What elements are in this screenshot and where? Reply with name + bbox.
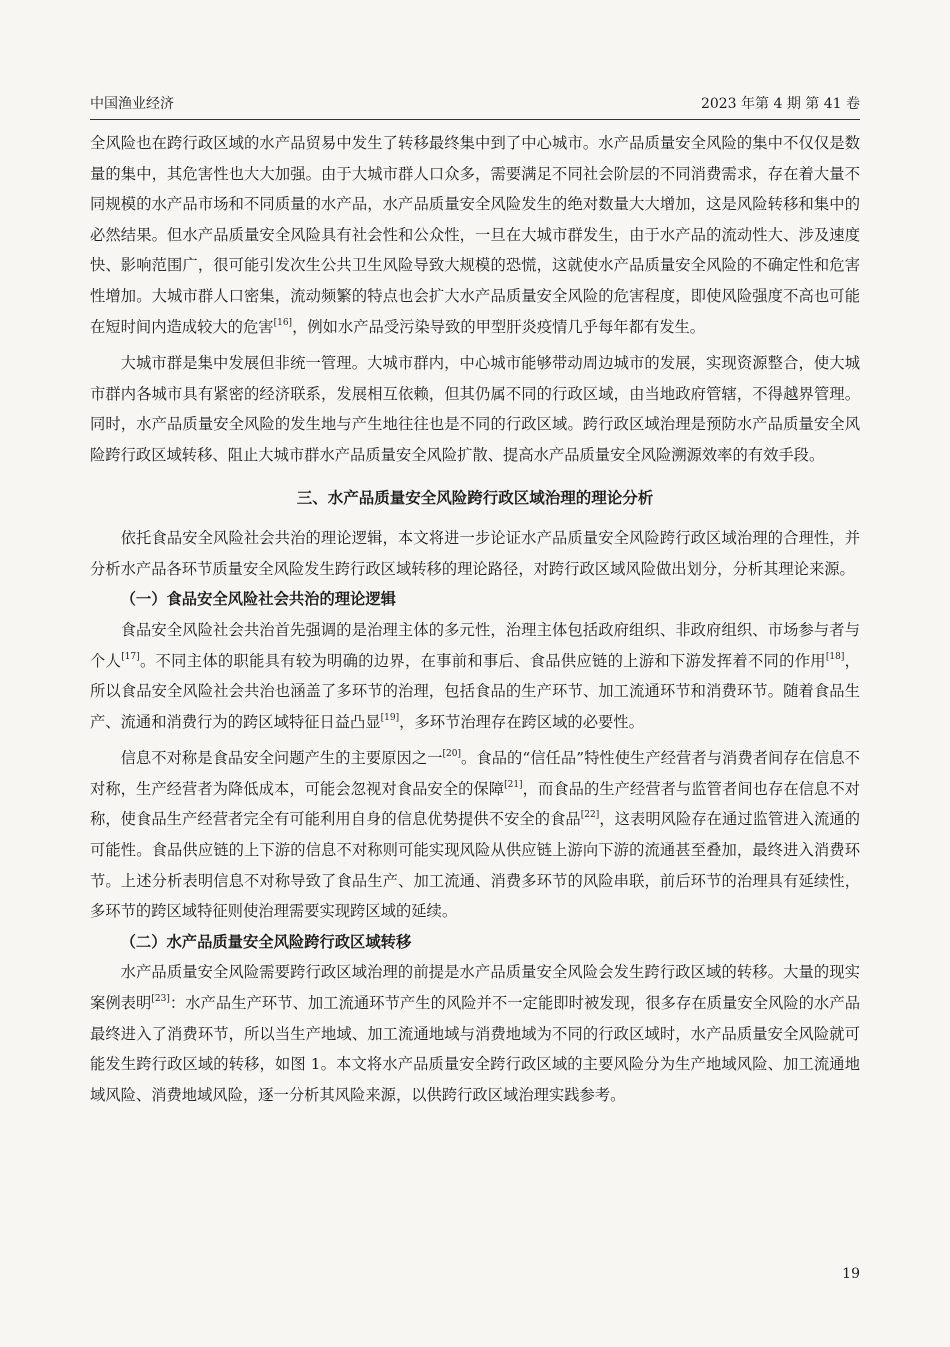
text: ，这表明风险存在通过监管进入流通的可能性。食品供应链的上下游的信息不对称则可能实现风险从供应链上游向下游的流通甚至叠加，最终进入消费环节。上述分析表明信息不对称导致了食品生产、加工流通、消费多环节的风险串联，前后环节的治理具有延续性，多环节的跨区域特征则使治理需要实现跨区域的延续。: [90, 810, 860, 921]
text: ，例如水产品受污染导致的甲型肝炎疫情几乎每年都有发生。: [292, 317, 706, 336]
issue-info: 2023 年第 4 期 第 41 卷: [700, 96, 860, 112]
text: 食品安全风险社会共治首先强调的是治理主体的多元性，治理主体包括政府组织、非政府组织、市场参与者与个人: [90, 620, 860, 670]
text: 全风险也在跨行政区域的水产品贸易中发生了转移最终集中到了中心城市。水产品质量安全风险的集中不仅仅是数量的集中，其危害性也大大加强。由于大城市群人口众多，需要满足不同社会阶层的不同消费需求，存在着大量不同规模的水产品市场和不同质量的水产品，水产品质量安全风险发生的绝对数量大大增加，这是风险转移和集中的必然结果。但水产品质量安全风险具有社会性和公众性，一旦在大城市群发生，由于水产品的流动性大、涉及速度快、影响范围广，很可能引发次生公共卫生风险导致大规模的恐慌，这就使水产品质量安全风险的不确定性和危害性增加。大城市群人口密集，流动频繁的特点也会扩大水产品质量安全风险的危害程度，即使风险强度不高也可能在短时间内造成较大的危害: [90, 134, 860, 336]
article-body: [90, 128, 860, 1110]
text: 信息不对称是食品安全问题产生的主要原因之一: [120, 749, 443, 768]
citation: [22]: [580, 810, 600, 821]
citation: [20]: [442, 749, 462, 760]
citation: [16]: [273, 317, 293, 328]
paragraph-3: 依托食品安全风险社会共治的理论逻辑，本文将进一步论证水产品质量安全风险跨行政区域治理的合理性，并分析水产品各环节质量安全风险发生跨行政区域转移的理论路径，对跨行政区域风险做出划分，分析其理论来源。: [90, 529, 860, 578]
subsection-2-title: （二）水产品质量安全风险跨行政区域转移: [120, 932, 412, 951]
paragraph-4: [90, 615, 860, 737]
paragraph-6: [90, 957, 860, 1110]
text: 。食品的“信任品”特性使生产经营者与消费者间存在信息不对称，生产经营者为降低成本，可能会忽视对食品安全的保障: [90, 749, 860, 798]
paragraph-1: [90, 128, 860, 342]
text: ，而食品的生产经营者与监管者间也存在信息不对称，使食品生产经营者完全有可能利用自身的信息优势提供不安全的食品: [90, 779, 860, 829]
citation: [23]: [151, 994, 170, 1005]
citation: [21]: [504, 779, 523, 790]
paragraph-5: [90, 743, 860, 927]
section-3-title: 三、水产品质量安全风险跨行政区域治理的理论分析: [296, 488, 654, 507]
citation: [18]: [825, 651, 845, 662]
citation: [17]: [121, 651, 140, 662]
text: ，多环节治理存在跨区域的必要性。: [399, 712, 644, 731]
text: ，所以食品安全风险社会共治也涵盖了多环节的治理，包括食品的生产环节、加工流通环节和消费环节。随着食品生产、流通和消费行为的跨区域特征日益凸显: [90, 651, 860, 731]
paragraph-2: 大城市群是集中发展但非统一管理。大城市群内，中心城市能够带动周边城市的发展，实现资源整合，使大城市群内各城市具有紧密的经济联系，发展相互依赖，但其仍属不同的行政区域，由当地政府管辖，不得越界管理。同时，水产品质量安全风险的发生地与产生地往往也是不同的行政区域。跨行政区域治理是预防水产品质量安全风险跨行政区域转移、阻止大城市群水产品质量安全风险扩散、提高水产品质量安全风险溯源效率的有效手段。: [90, 354, 860, 464]
text: 。不同主体的职能具有较为明确的边界，在事前和事后、食品供应链的上游和下游发挥着不同的作用: [139, 651, 826, 670]
citation: [19]: [380, 712, 400, 723]
text: 水产品质量安全风险需要跨行政区域治理的前提是水产品质量安全风险会发生跨行政区域的转移。大量的现实案例表明: [90, 963, 860, 1013]
page-number: 19: [842, 1266, 860, 1282]
text: ：水产品生产环节、加工流通环节产生的风险并不一定能即时被发现，很多存在质量安全风险的水产品最终进入了消费环节，所以当生产地域、加工流通地域与消费地域为不同的行政区域时，水产品质量安全风险就可能发生跨行政区域的转移，如图 1。本文将水产品质量安全跨行政区域的主要风险分为生产地域风险、加工流通地域风险、消费地域风险，逐一分析其风险来源，以供跨行政区域治理实践参考。: [90, 994, 860, 1104]
journal-name: 中国渔业经济: [90, 96, 174, 112]
subsection-1-title: （一）食品安全风险社会共治的理论逻辑: [120, 590, 396, 609]
page-header: [90, 90, 860, 120]
